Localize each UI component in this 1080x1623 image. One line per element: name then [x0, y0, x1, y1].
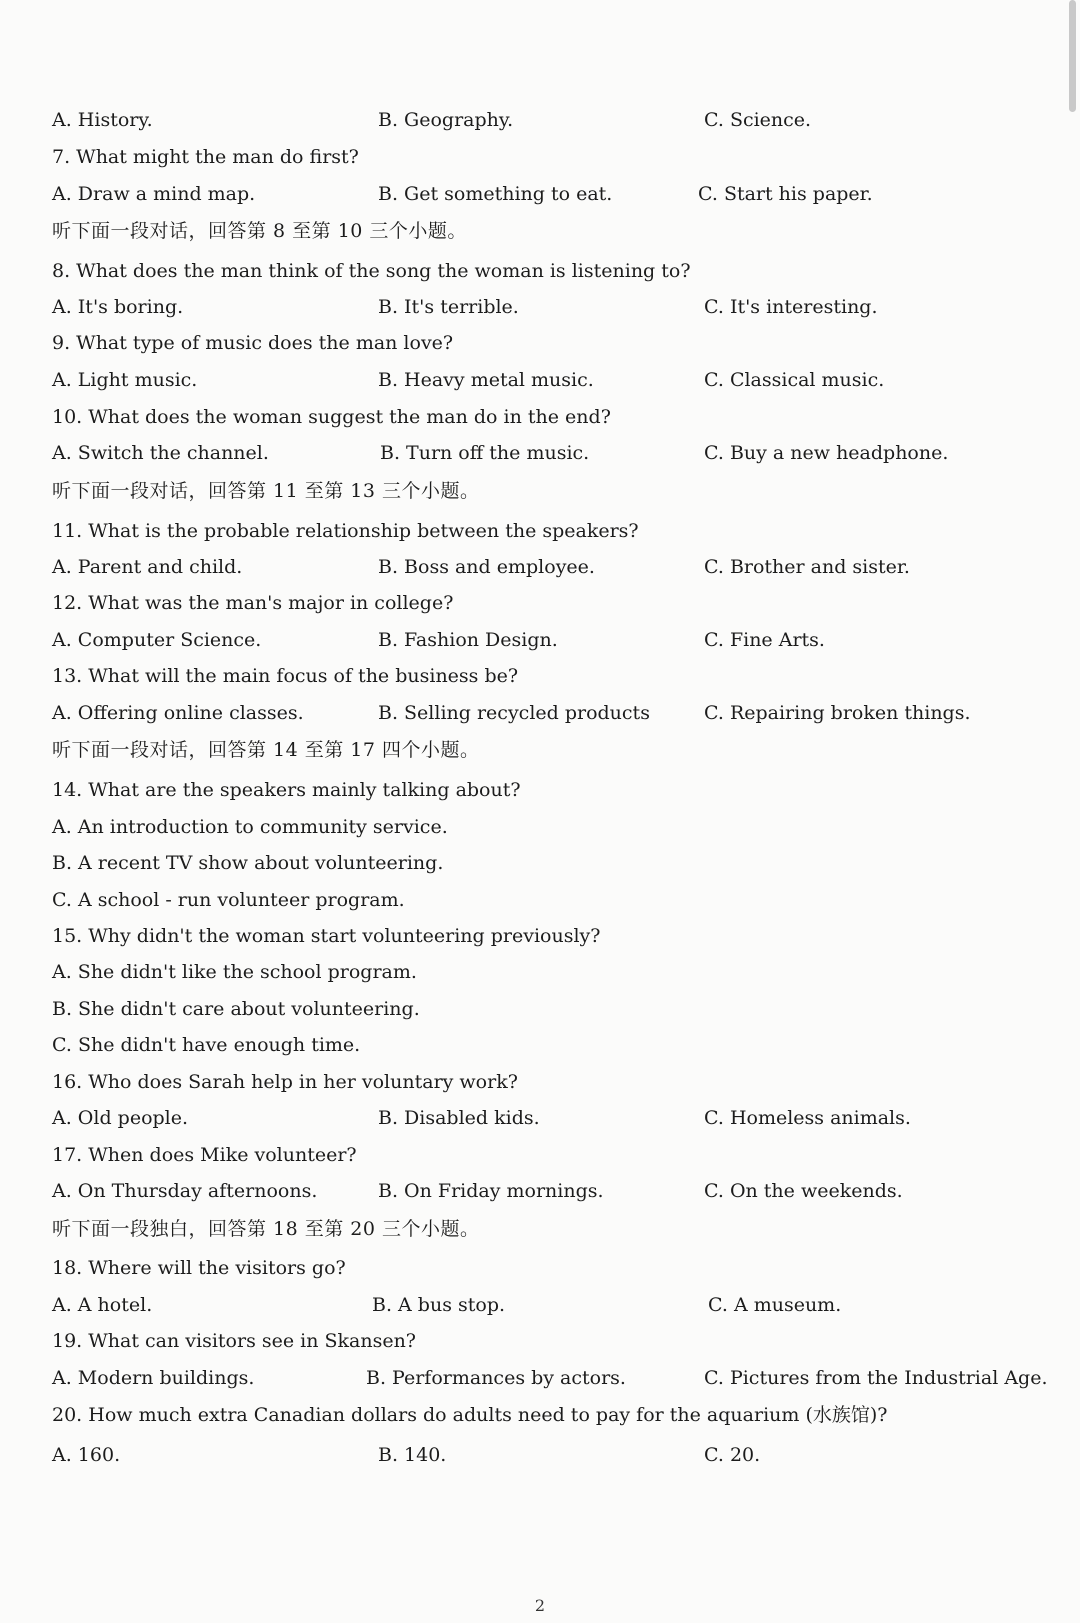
option-b: B. It's terrible.	[378, 296, 519, 318]
option-c: C. Buy a new headphone.	[704, 442, 949, 464]
section-instruction: 听下面一段对话，回答第 8 至第 10 三个小题。	[52, 220, 467, 242]
option-a: A. Modern buildings.	[52, 1367, 255, 1389]
question-text: A. She didn't like the school program.	[52, 961, 417, 983]
option-a: A. Old people.	[52, 1107, 189, 1129]
option-b: B. Geography.	[378, 109, 514, 131]
option-b: B. Disabled kids.	[378, 1107, 540, 1129]
option-c: C. Science.	[704, 109, 812, 131]
question-text: C. She didn't have enough time.	[52, 1034, 361, 1056]
question-text: 7. What might the man do first?	[52, 146, 359, 168]
option-c: C. A museum.	[708, 1294, 842, 1316]
question-text: 11. What is the probable relationship between the speakers?	[52, 520, 639, 542]
option-a: A. A hotel.	[52, 1294, 153, 1316]
question-text: 15. Why didn't the woman start volunteering previously?	[52, 925, 601, 947]
option-c: C. 20.	[704, 1444, 761, 1466]
option-c: C. Start his paper.	[698, 183, 873, 205]
section-instruction: 听下面一段对话，回答第 11 至第 13 三个小题。	[52, 480, 480, 502]
question-text: C. A school - run volunteer program.	[52, 889, 405, 911]
question-text: 9. What type of music does the man love?	[52, 332, 454, 354]
option-c: C. Brother and sister.	[704, 556, 910, 578]
option-a: A. 160.	[52, 1444, 121, 1466]
section-instruction: 听下面一段对话，回答第 14 至第 17 四个小题。	[52, 739, 480, 761]
option-b: B. Heavy metal music.	[378, 369, 594, 391]
question-text: 19. What can visitors see in Skansen?	[52, 1330, 416, 1352]
option-c: C. Homeless animals.	[704, 1107, 911, 1129]
option-c: C. Pictures from the Industrial Age.	[704, 1367, 1048, 1389]
option-a: A. Offering online classes.	[52, 702, 304, 724]
option-b: B. On Friday mornings.	[378, 1180, 604, 1202]
option-b: B. 140.	[378, 1444, 447, 1466]
option-c: C. Classical music.	[704, 369, 885, 391]
section-instruction: 听下面一段独白，回答第 18 至第 20 三个小题。	[52, 1218, 480, 1240]
option-c: C. Repairing broken things.	[704, 702, 971, 724]
page-number: 2	[534, 1596, 546, 1615]
question-text: 18. Where will the visitors go?	[52, 1257, 346, 1279]
option-b: B. Get something to eat.	[378, 183, 613, 205]
option-b: B. A bus stop.	[372, 1294, 506, 1316]
question-text: 17. When does Mike volunteer?	[52, 1144, 357, 1166]
option-b: B. Performances by actors.	[366, 1367, 626, 1389]
option-a: A. Computer Science.	[52, 629, 262, 651]
question-text: 10. What does the woman suggest the man do in the end?	[52, 406, 611, 428]
question-text: 14. What are the speakers mainly talking about?	[52, 779, 521, 801]
question-text: 8. What does the man think of the song the woman is listening to?	[52, 260, 691, 282]
option-a: A. Parent and child.	[52, 556, 243, 578]
question-text: A. An introduction to community service.	[52, 816, 448, 838]
option-a: A. Light music.	[52, 369, 198, 391]
option-c: C. It's interesting.	[704, 296, 878, 318]
question-text: 16. Who does Sarah help in her voluntary work?	[52, 1071, 518, 1093]
option-b: B. Turn off the music.	[380, 442, 590, 464]
option-b: B. Boss and employee.	[378, 556, 595, 578]
question-text: 12. What was the man's major in college?	[52, 592, 454, 614]
option-a: A. It's boring.	[52, 296, 184, 318]
option-a: A. History.	[52, 109, 153, 131]
option-b: B. Fashion Design.	[378, 629, 558, 651]
option-c: C. Fine Arts.	[704, 629, 825, 651]
scrollbar[interactable]	[1069, 0, 1076, 112]
question-text: B. A recent TV show about volunteering.	[52, 852, 444, 874]
option-a: A. Draw a mind map.	[52, 183, 256, 205]
question-text: 20. How much extra Canadian dollars do adults need to pay for the aquarium (水族馆)?	[52, 1404, 888, 1426]
question-text: 13. What will the main focus of the business be?	[52, 665, 519, 687]
option-b: B. Selling recycled products	[378, 702, 650, 724]
option-a: A. Switch the channel.	[52, 442, 269, 464]
question-text: B. She didn't care about volunteering.	[52, 998, 420, 1020]
option-a: A. On Thursday afternoons.	[52, 1180, 318, 1202]
option-c: C. On the weekends.	[704, 1180, 903, 1202]
